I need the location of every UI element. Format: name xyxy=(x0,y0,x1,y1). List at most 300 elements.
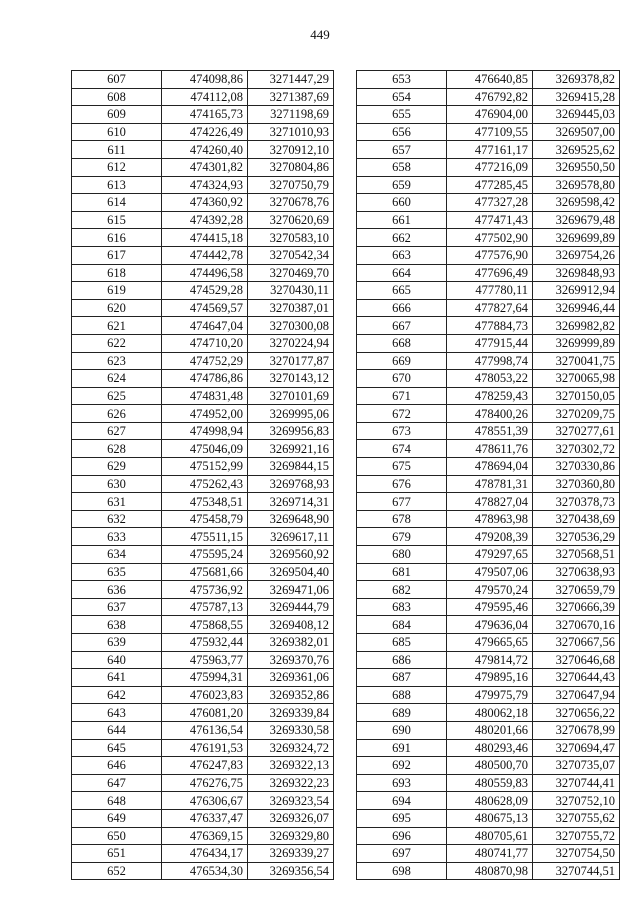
x-coordinate-cell: 475152,99 xyxy=(162,458,248,476)
y-coordinate-cell: 3270752,10 xyxy=(533,792,620,810)
point-number-cell: 677 xyxy=(357,493,447,511)
x-coordinate-cell: 475348,51 xyxy=(162,493,248,511)
x-coordinate-cell: 478400,26 xyxy=(447,405,533,423)
y-coordinate-cell: 3269956,83 xyxy=(248,422,334,440)
point-number-cell: 610 xyxy=(72,123,162,141)
table-row xyxy=(357,106,620,124)
y-coordinate-cell: 3270755,62 xyxy=(533,809,620,827)
point-number-cell: 619 xyxy=(72,282,162,300)
point-number-cell: 617 xyxy=(72,246,162,264)
table-row xyxy=(357,669,620,687)
point-number-cell: 694 xyxy=(357,792,447,810)
table-row xyxy=(357,862,620,880)
table-row xyxy=(72,282,334,300)
point-number-cell: 668 xyxy=(357,334,447,352)
point-number-cell: 651 xyxy=(72,845,162,863)
y-coordinate-cell: 3270750,79 xyxy=(248,176,334,194)
table-row xyxy=(72,634,334,652)
point-number-cell: 630 xyxy=(72,475,162,493)
x-coordinate-cell: 480741,77 xyxy=(447,845,533,863)
y-coordinate-cell: 3269415,28 xyxy=(533,88,620,106)
y-coordinate-cell: 3270670,16 xyxy=(533,616,620,634)
table-row xyxy=(357,757,620,775)
x-coordinate-cell: 475787,13 xyxy=(162,598,248,616)
y-coordinate-cell: 3269754,26 xyxy=(533,246,620,264)
point-number-cell: 639 xyxy=(72,634,162,652)
table-row xyxy=(72,563,334,581)
point-number-cell: 638 xyxy=(72,616,162,634)
y-coordinate-cell: 3270912,10 xyxy=(248,141,334,159)
x-coordinate-cell: 479595,46 xyxy=(447,598,533,616)
point-number-cell: 641 xyxy=(72,669,162,687)
y-coordinate-cell: 3269444,79 xyxy=(248,598,334,616)
table-row xyxy=(357,88,620,106)
point-number-cell: 695 xyxy=(357,809,447,827)
point-number-cell: 645 xyxy=(72,739,162,757)
table-row xyxy=(72,106,334,124)
table-row xyxy=(357,651,620,669)
x-coordinate-cell: 474786,86 xyxy=(162,370,248,388)
point-number-cell: 683 xyxy=(357,598,447,616)
table-row xyxy=(357,581,620,599)
table-row xyxy=(72,194,334,212)
point-number-cell: 691 xyxy=(357,739,447,757)
y-coordinate-cell: 3269324,72 xyxy=(248,739,334,757)
y-coordinate-cell: 3269322,13 xyxy=(248,757,334,775)
table-row xyxy=(357,282,620,300)
y-coordinate-cell: 3270666,39 xyxy=(533,598,620,616)
x-coordinate-cell: 479636,04 xyxy=(447,616,533,634)
y-coordinate-cell: 3269550,50 xyxy=(533,158,620,176)
x-coordinate-cell: 479208,39 xyxy=(447,528,533,546)
y-coordinate-cell: 3269921,16 xyxy=(248,440,334,458)
table-row xyxy=(357,845,620,863)
y-coordinate-cell: 3270656,22 xyxy=(533,704,620,722)
table-row xyxy=(357,176,620,194)
point-number-cell: 686 xyxy=(357,651,447,669)
point-number-cell: 614 xyxy=(72,194,162,212)
x-coordinate-cell: 474442,78 xyxy=(162,246,248,264)
x-coordinate-cell: 480201,66 xyxy=(447,721,533,739)
point-number-cell: 664 xyxy=(357,264,447,282)
y-coordinate-cell: 3269617,11 xyxy=(248,528,334,546)
y-coordinate-cell: 3270387,01 xyxy=(248,299,334,317)
y-coordinate-cell: 3269326,07 xyxy=(248,809,334,827)
point-number-cell: 667 xyxy=(357,317,447,335)
y-coordinate-cell: 3270659,79 xyxy=(533,581,620,599)
point-number-cell: 642 xyxy=(72,686,162,704)
point-number-cell: 628 xyxy=(72,440,162,458)
table-row xyxy=(357,458,620,476)
point-number-cell: 646 xyxy=(72,757,162,775)
point-number-cell: 659 xyxy=(357,176,447,194)
table-row xyxy=(72,546,334,564)
y-coordinate-cell: 3271198,69 xyxy=(248,106,334,124)
point-number-cell: 696 xyxy=(357,827,447,845)
point-number-cell: 620 xyxy=(72,299,162,317)
y-coordinate-cell: 3269982,82 xyxy=(533,317,620,335)
x-coordinate-cell: 479895,16 xyxy=(447,669,533,687)
table-row xyxy=(357,211,620,229)
point-number-cell: 633 xyxy=(72,528,162,546)
y-coordinate-cell: 3270744,51 xyxy=(533,862,620,880)
y-coordinate-cell: 3269525,62 xyxy=(533,141,620,159)
x-coordinate-cell: 474752,29 xyxy=(162,352,248,370)
table-row xyxy=(357,229,620,247)
y-coordinate-cell: 3270804,86 xyxy=(248,158,334,176)
table-row xyxy=(72,440,334,458)
table-row xyxy=(357,634,620,652)
table-row xyxy=(72,123,334,141)
point-number-cell: 671 xyxy=(357,387,447,405)
point-number-cell: 687 xyxy=(357,669,447,687)
y-coordinate-cell: 3269323,54 xyxy=(248,792,334,810)
table-row xyxy=(357,264,620,282)
x-coordinate-cell: 480500,70 xyxy=(447,757,533,775)
point-number-cell: 670 xyxy=(357,370,447,388)
x-coordinate-cell: 474710,20 xyxy=(162,334,248,352)
y-coordinate-cell: 3269598,42 xyxy=(533,194,620,212)
table-row xyxy=(72,528,334,546)
x-coordinate-cell: 474952,00 xyxy=(162,405,248,423)
y-coordinate-cell: 3270150,05 xyxy=(533,387,620,405)
table-row xyxy=(357,194,620,212)
x-coordinate-cell: 476191,53 xyxy=(162,739,248,757)
x-coordinate-cell: 480675,13 xyxy=(447,809,533,827)
point-number-cell: 692 xyxy=(357,757,447,775)
point-number-cell: 608 xyxy=(72,88,162,106)
table-row xyxy=(72,704,334,722)
x-coordinate-cell: 474112,08 xyxy=(162,88,248,106)
x-coordinate-cell: 477327,28 xyxy=(447,194,533,212)
y-coordinate-cell: 3269378,82 xyxy=(533,71,620,89)
y-coordinate-cell: 3269912,94 xyxy=(533,282,620,300)
y-coordinate-cell: 3270224,94 xyxy=(248,334,334,352)
y-coordinate-cell: 3270209,75 xyxy=(533,405,620,423)
x-coordinate-cell: 474496,58 xyxy=(162,264,248,282)
table-row xyxy=(72,387,334,405)
point-number-cell: 609 xyxy=(72,106,162,124)
x-coordinate-cell: 475262,43 xyxy=(162,475,248,493)
table-row xyxy=(357,792,620,810)
y-coordinate-cell: 3270735,07 xyxy=(533,757,620,775)
y-coordinate-cell: 3270646,68 xyxy=(533,651,620,669)
x-coordinate-cell: 479665,65 xyxy=(447,634,533,652)
y-coordinate-cell: 3270536,29 xyxy=(533,528,620,546)
x-coordinate-cell: 480062,18 xyxy=(447,704,533,722)
y-coordinate-cell: 3269848,93 xyxy=(533,264,620,282)
x-coordinate-cell: 474165,73 xyxy=(162,106,248,124)
x-coordinate-cell: 475963,77 xyxy=(162,651,248,669)
x-coordinate-cell: 476904,00 xyxy=(447,106,533,124)
y-coordinate-cell: 3270638,93 xyxy=(533,563,620,581)
x-coordinate-cell: 478781,31 xyxy=(447,475,533,493)
y-coordinate-cell: 3269382,01 xyxy=(248,634,334,652)
table-row xyxy=(357,686,620,704)
x-coordinate-cell: 474360,92 xyxy=(162,194,248,212)
y-coordinate-cell: 3270277,61 xyxy=(533,422,620,440)
x-coordinate-cell: 479570,24 xyxy=(447,581,533,599)
x-coordinate-cell: 478963,98 xyxy=(447,510,533,528)
y-coordinate-cell: 3270469,70 xyxy=(248,264,334,282)
y-coordinate-cell: 3270583,10 xyxy=(248,229,334,247)
y-coordinate-cell: 3270755,72 xyxy=(533,827,620,845)
point-number-cell: 624 xyxy=(72,370,162,388)
point-number-cell: 636 xyxy=(72,581,162,599)
point-number-cell: 613 xyxy=(72,176,162,194)
table-row xyxy=(357,141,620,159)
x-coordinate-cell: 477109,55 xyxy=(447,123,533,141)
x-coordinate-cell: 479814,72 xyxy=(447,651,533,669)
x-coordinate-cell: 474647,04 xyxy=(162,317,248,335)
point-number-cell: 666 xyxy=(357,299,447,317)
y-coordinate-cell: 3269946,44 xyxy=(533,299,620,317)
table-row xyxy=(72,246,334,264)
table-row xyxy=(72,862,334,880)
table-row xyxy=(72,686,334,704)
table-row xyxy=(72,334,334,352)
table-row xyxy=(357,809,620,827)
table-row xyxy=(357,493,620,511)
y-coordinate-cell: 3269339,84 xyxy=(248,704,334,722)
point-number-cell: 662 xyxy=(357,229,447,247)
table-row xyxy=(72,141,334,159)
point-number-cell: 661 xyxy=(357,211,447,229)
y-coordinate-cell: 3269648,90 xyxy=(248,510,334,528)
x-coordinate-cell: 477285,45 xyxy=(447,176,533,194)
table-row xyxy=(72,158,334,176)
point-number-cell: 627 xyxy=(72,422,162,440)
table-row xyxy=(357,827,620,845)
y-coordinate-cell: 3271447,29 xyxy=(248,71,334,89)
point-number-cell: 640 xyxy=(72,651,162,669)
table-row xyxy=(357,71,620,89)
table-row xyxy=(357,158,620,176)
y-coordinate-cell: 3269560,92 xyxy=(248,546,334,564)
y-coordinate-cell: 3270754,50 xyxy=(533,845,620,863)
table-row xyxy=(357,317,620,335)
point-number-cell: 658 xyxy=(357,158,447,176)
y-coordinate-cell: 3270644,43 xyxy=(533,669,620,687)
x-coordinate-cell: 477576,90 xyxy=(447,246,533,264)
x-coordinate-cell: 474226,49 xyxy=(162,123,248,141)
table-row xyxy=(357,739,620,757)
point-number-cell: 665 xyxy=(357,282,447,300)
point-number-cell: 675 xyxy=(357,458,447,476)
table-row xyxy=(72,809,334,827)
y-coordinate-cell: 3270568,51 xyxy=(533,546,620,564)
point-number-cell: 676 xyxy=(357,475,447,493)
table-row xyxy=(357,704,620,722)
table-row xyxy=(357,123,620,141)
table-row xyxy=(357,546,620,564)
y-coordinate-cell: 3270360,80 xyxy=(533,475,620,493)
coordinates-table-right xyxy=(356,70,620,880)
y-coordinate-cell: 3270430,11 xyxy=(248,282,334,300)
x-coordinate-cell: 475046,09 xyxy=(162,440,248,458)
point-number-cell: 672 xyxy=(357,405,447,423)
point-number-cell: 647 xyxy=(72,774,162,792)
x-coordinate-cell: 477502,90 xyxy=(447,229,533,247)
point-number-cell: 669 xyxy=(357,352,447,370)
table-row xyxy=(72,352,334,370)
table-row xyxy=(357,616,620,634)
table-row xyxy=(72,458,334,476)
y-coordinate-cell: 3269356,54 xyxy=(248,862,334,880)
y-coordinate-cell: 3269714,31 xyxy=(248,493,334,511)
y-coordinate-cell: 3269408,12 xyxy=(248,616,334,634)
table-row xyxy=(72,475,334,493)
x-coordinate-cell: 475511,15 xyxy=(162,528,248,546)
y-coordinate-cell: 3269578,80 xyxy=(533,176,620,194)
y-coordinate-cell: 3269329,80 xyxy=(248,827,334,845)
x-coordinate-cell: 475458,79 xyxy=(162,510,248,528)
x-coordinate-cell: 475681,66 xyxy=(162,563,248,581)
point-number-cell: 685 xyxy=(357,634,447,652)
point-number-cell: 631 xyxy=(72,493,162,511)
point-number-cell: 678 xyxy=(357,510,447,528)
table-row xyxy=(72,510,334,528)
x-coordinate-cell: 475595,24 xyxy=(162,546,248,564)
table-row xyxy=(72,757,334,775)
point-number-cell: 635 xyxy=(72,563,162,581)
x-coordinate-cell: 476136,54 xyxy=(162,721,248,739)
table-row xyxy=(357,528,620,546)
point-number-cell: 637 xyxy=(72,598,162,616)
point-number-cell: 618 xyxy=(72,264,162,282)
x-coordinate-cell: 478551,39 xyxy=(447,422,533,440)
x-coordinate-cell: 477696,49 xyxy=(447,264,533,282)
point-number-cell: 621 xyxy=(72,317,162,335)
point-number-cell: 679 xyxy=(357,528,447,546)
x-coordinate-cell: 477161,17 xyxy=(447,141,533,159)
page-number: 449 xyxy=(310,27,330,42)
y-coordinate-cell: 3270542,34 xyxy=(248,246,334,264)
point-number-cell: 622 xyxy=(72,334,162,352)
point-number-cell: 655 xyxy=(357,106,447,124)
x-coordinate-cell: 475932,44 xyxy=(162,634,248,652)
point-number-cell: 607 xyxy=(72,71,162,89)
y-coordinate-cell: 3269471,06 xyxy=(248,581,334,599)
table-row xyxy=(72,845,334,863)
table-row xyxy=(72,792,334,810)
x-coordinate-cell: 477998,74 xyxy=(447,352,533,370)
table-row xyxy=(357,299,620,317)
table-row xyxy=(72,422,334,440)
table-row xyxy=(357,387,620,405)
x-coordinate-cell: 475994,31 xyxy=(162,669,248,687)
table-row xyxy=(72,721,334,739)
x-coordinate-cell: 477780,11 xyxy=(447,282,533,300)
point-number-cell: 634 xyxy=(72,546,162,564)
x-coordinate-cell: 474392,28 xyxy=(162,211,248,229)
point-number-cell: 693 xyxy=(357,774,447,792)
y-coordinate-cell: 3269844,15 xyxy=(248,458,334,476)
table-row xyxy=(357,422,620,440)
x-coordinate-cell: 478694,04 xyxy=(447,458,533,476)
y-coordinate-cell: 3269361,06 xyxy=(248,669,334,687)
point-number-cell: 657 xyxy=(357,141,447,159)
point-number-cell: 654 xyxy=(357,88,447,106)
x-coordinate-cell: 477216,09 xyxy=(447,158,533,176)
x-coordinate-cell: 480705,61 xyxy=(447,827,533,845)
x-coordinate-cell: 476337,47 xyxy=(162,809,248,827)
table-row xyxy=(357,352,620,370)
point-number-cell: 689 xyxy=(357,704,447,722)
point-number-cell: 623 xyxy=(72,352,162,370)
x-coordinate-cell: 477915,44 xyxy=(447,334,533,352)
table-row xyxy=(357,510,620,528)
table-row xyxy=(72,493,334,511)
point-number-cell: 674 xyxy=(357,440,447,458)
point-number-cell: 629 xyxy=(72,458,162,476)
point-number-cell: 653 xyxy=(357,71,447,89)
y-coordinate-cell: 3270101,69 xyxy=(248,387,334,405)
point-number-cell: 688 xyxy=(357,686,447,704)
y-coordinate-cell: 3269339,27 xyxy=(248,845,334,863)
table-row xyxy=(72,264,334,282)
y-coordinate-cell: 3269507,00 xyxy=(533,123,620,141)
x-coordinate-cell: 476247,83 xyxy=(162,757,248,775)
table-row xyxy=(357,246,620,264)
x-coordinate-cell: 476306,67 xyxy=(162,792,248,810)
y-coordinate-cell: 3270620,69 xyxy=(248,211,334,229)
table-row xyxy=(72,739,334,757)
table-row xyxy=(72,669,334,687)
y-coordinate-cell: 3269322,23 xyxy=(248,774,334,792)
table-row xyxy=(72,299,334,317)
table-row xyxy=(357,405,620,423)
y-coordinate-cell: 3269768,93 xyxy=(248,475,334,493)
point-number-cell: 650 xyxy=(72,827,162,845)
point-number-cell: 680 xyxy=(357,546,447,564)
x-coordinate-cell: 478611,76 xyxy=(447,440,533,458)
y-coordinate-cell: 3269995,06 xyxy=(248,405,334,423)
x-coordinate-cell: 478259,43 xyxy=(447,387,533,405)
x-coordinate-cell: 476369,15 xyxy=(162,827,248,845)
y-coordinate-cell: 3270065,98 xyxy=(533,370,620,388)
x-coordinate-cell: 476534,30 xyxy=(162,862,248,880)
x-coordinate-cell: 477471,43 xyxy=(447,211,533,229)
y-coordinate-cell: 3269445,03 xyxy=(533,106,620,124)
y-coordinate-cell: 3270678,76 xyxy=(248,194,334,212)
table-row xyxy=(72,88,334,106)
table-row xyxy=(357,774,620,792)
table-row xyxy=(72,827,334,845)
x-coordinate-cell: 480293,46 xyxy=(447,739,533,757)
y-coordinate-cell: 3270143,12 xyxy=(248,370,334,388)
point-number-cell: 652 xyxy=(72,862,162,880)
point-number-cell: 625 xyxy=(72,387,162,405)
table-row xyxy=(357,721,620,739)
y-coordinate-cell: 3270744,41 xyxy=(533,774,620,792)
point-number-cell: 697 xyxy=(357,845,447,863)
table-row xyxy=(357,563,620,581)
y-coordinate-cell: 3270041,75 xyxy=(533,352,620,370)
x-coordinate-cell: 474415,18 xyxy=(162,229,248,247)
y-coordinate-cell: 3269999,89 xyxy=(533,334,620,352)
x-coordinate-cell: 477827,64 xyxy=(447,299,533,317)
table-row xyxy=(72,211,334,229)
y-coordinate-cell: 3270177,87 xyxy=(248,352,334,370)
table-row xyxy=(72,581,334,599)
point-number-cell: 681 xyxy=(357,563,447,581)
x-coordinate-cell: 474998,94 xyxy=(162,422,248,440)
table-row xyxy=(72,405,334,423)
table-row xyxy=(72,598,334,616)
x-coordinate-cell: 474529,28 xyxy=(162,282,248,300)
x-coordinate-cell: 476792,82 xyxy=(447,88,533,106)
